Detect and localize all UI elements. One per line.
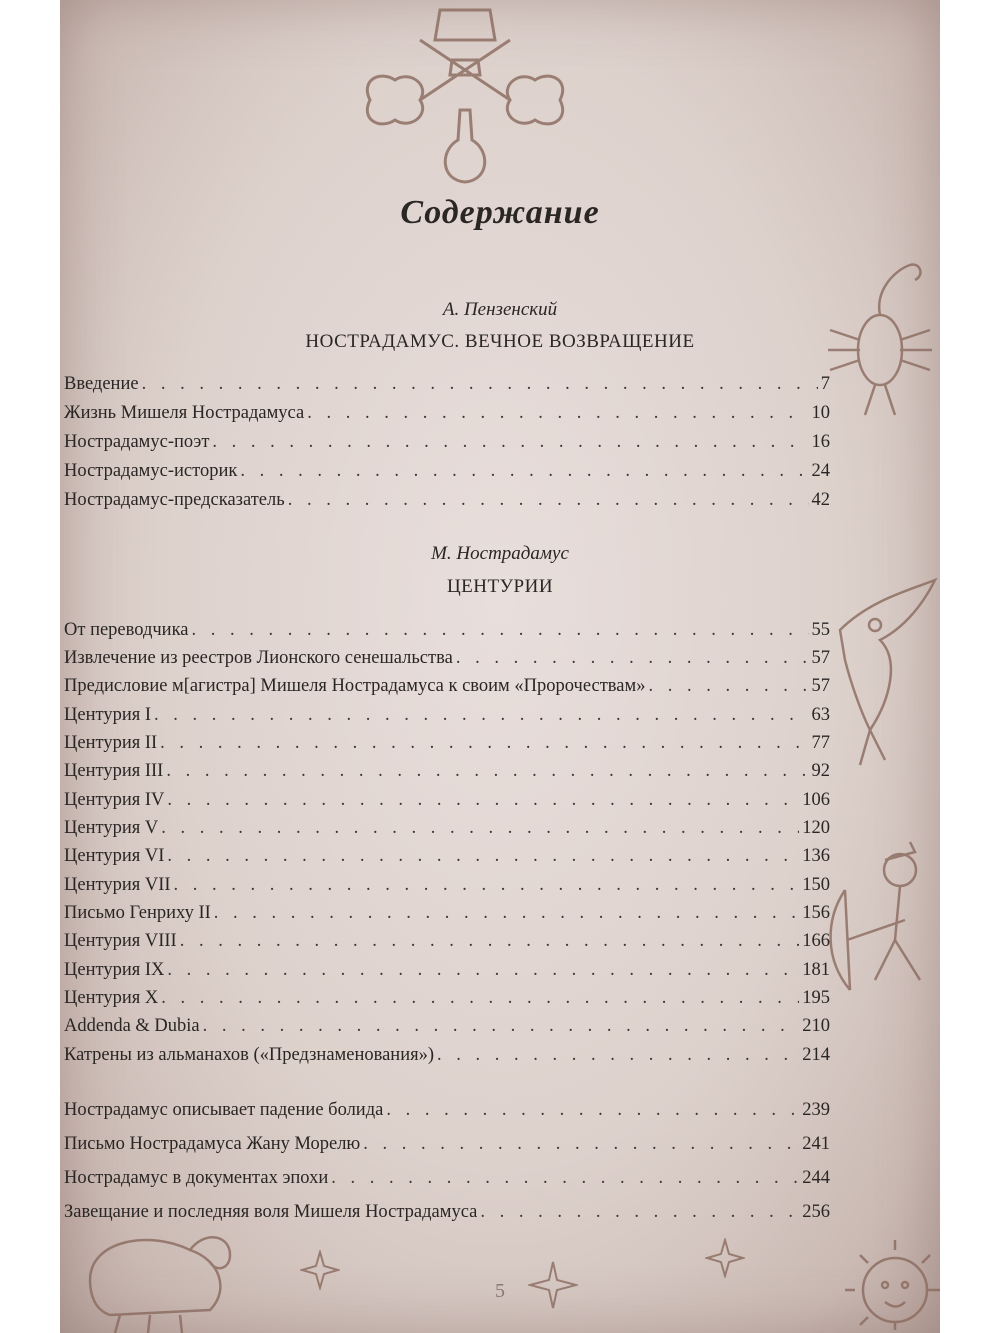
toc-entry-title: Письмо Нострадамуса Жану Морелю: [64, 1134, 361, 1154]
dot-leader: [167, 842, 799, 870]
toc-entry-page: 136: [802, 846, 830, 866]
dot-leader: [192, 616, 809, 644]
toc-entry-title: Центурия VII: [64, 875, 171, 895]
star-icon: [705, 1238, 745, 1278]
dot-leader: [142, 370, 818, 398]
toc-entry-page: 7: [820, 374, 830, 394]
toc-entry-page: 120: [802, 818, 830, 838]
toc-entry-title: Введение: [64, 374, 139, 394]
dot-leader: [167, 786, 799, 814]
dot-leader: [160, 729, 808, 757]
toc-entry[interactable]: [64, 399, 830, 427]
book-page: [60, 0, 940, 1333]
toc-entry-page: 77: [811, 733, 830, 753]
dot-leader: [161, 814, 799, 842]
toc-entry-title: Центурия VI: [64, 846, 165, 866]
toc-entry-page: 181: [802, 960, 830, 980]
dot-leader: [167, 956, 799, 984]
toc-entry-page: 244: [802, 1168, 830, 1188]
toc-entry-title: Письмо Генриху II: [64, 903, 211, 923]
dot-leader: [363, 1130, 799, 1158]
toc-entry[interactable]: [64, 616, 830, 644]
toc-entry-page: 210: [802, 1016, 830, 1036]
dragon-icon: [830, 570, 940, 770]
toc-entry[interactable]: [64, 729, 830, 757]
toc-entry-page: 57: [811, 676, 830, 696]
toc-entry[interactable]: [64, 757, 830, 785]
toc-entry-title: Центурия VIII: [64, 931, 177, 951]
page-title: Содержание: [400, 194, 600, 231]
toc-entry[interactable]: [64, 486, 830, 514]
toc-entry[interactable]: [64, 1012, 830, 1040]
dot-leader: [161, 984, 799, 1012]
dot-leader: [648, 672, 808, 700]
toc-entry[interactable]: [64, 956, 830, 984]
dot-leader: [331, 1164, 799, 1192]
toc-entry-page: 63: [811, 705, 830, 725]
toc-entry-page: 57: [811, 648, 830, 668]
toc-entry-page: 256: [802, 1202, 830, 1222]
toc-entry-page: 150: [802, 875, 830, 895]
dot-leader: [174, 871, 800, 899]
toc-entry-title: Центурия X: [64, 988, 159, 1008]
toc-entry-title: Катрены из альманахов («Предзнаменования»): [64, 1045, 435, 1065]
toc-entry[interactable]: [64, 1041, 830, 1069]
toc-entry-page: 156: [802, 903, 830, 923]
toc-entry-title: Предисловие м[агистра] Мишеля Нострадамуса к своим «Пророчествам»: [64, 676, 646, 696]
dot-leader: [203, 1012, 800, 1040]
toc-entry-title: Нострадамус описывает падение болида: [64, 1100, 384, 1120]
toc-entry[interactable]: [64, 927, 830, 955]
dot-leader: [154, 701, 808, 729]
section-author: М. Нострадамус: [431, 543, 569, 564]
toc-entry-page: 166: [802, 931, 830, 951]
toc-entry-title: Центурия IV: [64, 790, 165, 810]
toc-entry-page: 214: [802, 1045, 830, 1065]
toc-entry[interactable]: [64, 1198, 830, 1226]
dot-leader: [307, 399, 808, 427]
toc-entry-title: Нострадамус-поэт: [64, 432, 210, 452]
dot-leader: [456, 644, 809, 672]
toc-entry-page: 239: [802, 1100, 830, 1120]
dot-leader: [212, 428, 808, 456]
toc-entry[interactable]: [64, 672, 830, 700]
toc-entry-page: 106: [802, 790, 830, 810]
toc-entry-page: 16: [811, 432, 830, 452]
toc-entry[interactable]: [64, 644, 830, 672]
page-number: 5: [495, 1280, 505, 1302]
toc-entry-page: 42: [811, 490, 830, 510]
toc-entry-page: 55: [811, 620, 830, 640]
toc-entry[interactable]: [64, 370, 830, 398]
toc-entry[interactable]: [64, 814, 830, 842]
toc-entry-page: 24: [811, 461, 830, 481]
dot-leader: [180, 927, 800, 955]
dot-leader: [240, 457, 808, 485]
toc-entry-title: Центурия I: [64, 705, 152, 725]
toc-entry-page: 92: [811, 761, 830, 781]
toc-entry[interactable]: [64, 899, 830, 927]
section-title: ЦЕНТУРИИ: [446, 576, 554, 597]
section-title: НОСТРАДАМУС. ВЕЧНОЕ ВОЗВРАЩЕНИЕ: [305, 331, 695, 352]
toc-entry-title: Центурия II: [64, 733, 158, 753]
toc-entry-page: 241: [802, 1134, 830, 1154]
toc-entry-title: Нострадамус-предсказатель: [64, 490, 285, 510]
toc-entry-page: 10: [811, 403, 830, 423]
toc-entry-page: 195: [802, 988, 830, 1008]
dot-leader: [386, 1096, 799, 1124]
toc-entry[interactable]: [64, 984, 830, 1012]
toc-entry[interactable]: [64, 1164, 830, 1192]
archer-icon: [825, 830, 940, 1020]
toc-entry-title: Центурия III: [64, 761, 164, 781]
toc-entry[interactable]: [64, 701, 830, 729]
toc-entry-title: Нострадамус-историк: [64, 461, 238, 481]
toc-entry-title: Addenda & Dubia: [64, 1016, 200, 1036]
section-author: А. Пензенский: [442, 299, 558, 320]
dot-leader: [166, 757, 808, 785]
toc-entry-title: Центурия V: [64, 818, 159, 838]
dot-leader: [288, 486, 809, 514]
crossed-keys-emblem-icon: [340, 0, 590, 190]
sun-icon: [815, 1210, 940, 1333]
toc-entry[interactable]: [64, 428, 830, 456]
toc-entry-title: Центурия IX: [64, 960, 165, 980]
toc-entry[interactable]: [64, 1130, 830, 1158]
toc-entry[interactable]: [64, 457, 830, 485]
dot-leader: [214, 899, 799, 927]
toc-entry-title: Нострадамус в документах эпохи: [64, 1168, 329, 1188]
toc-entry[interactable]: [64, 842, 830, 870]
dot-leader: [480, 1198, 799, 1226]
toc-entry[interactable]: [64, 1096, 830, 1124]
toc-entry-title: Завещание и последняя воля Мишеля Нострадамуса: [64, 1202, 478, 1222]
toc-entry-title: От переводчика: [64, 620, 189, 640]
toc-entry-title: Жизнь Мишеля Нострадамуса: [64, 403, 305, 423]
toc-entry-title: Извлечение из реестров Лионского сенешальства: [64, 648, 453, 668]
dot-leader: [437, 1041, 799, 1069]
toc-entry[interactable]: [64, 786, 830, 814]
toc-entry[interactable]: [64, 871, 830, 899]
